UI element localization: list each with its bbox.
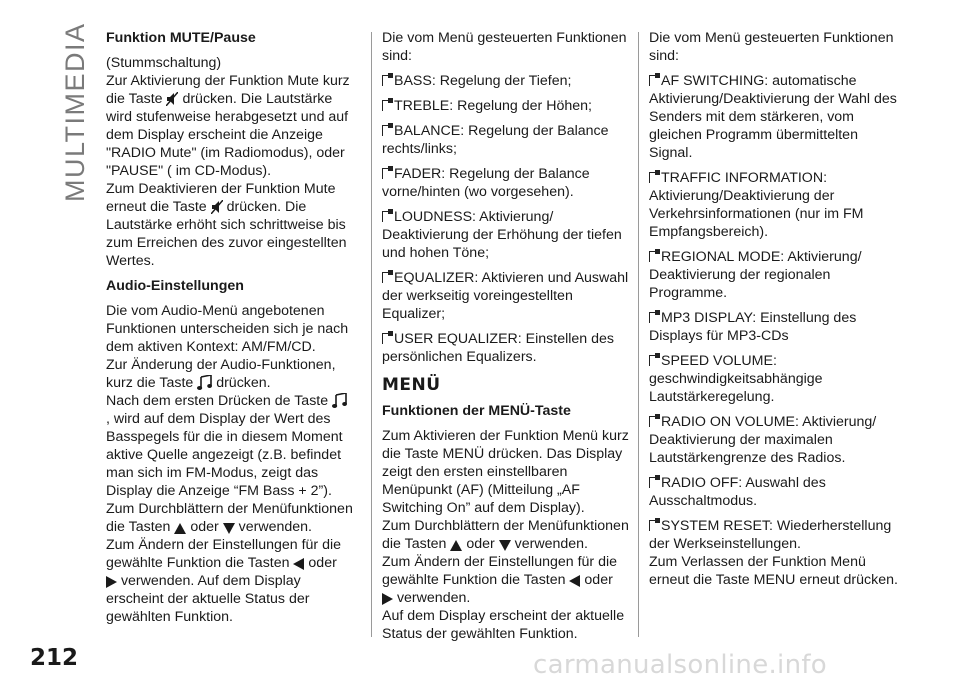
- mute-paragraph-2: Zur Aktivierung der Funktion Mute kurz die Taste drücken. Die Lautstärke wird stufenweise herabgesetzt und auf dem Display erscheint die Anzeige "RADIO Mute" (im Radiomodus), oder "PAUSE" ( im CD-Modus).: [106, 73, 350, 179]
- watermark: carmanualsonline.info: [533, 650, 828, 680]
- menu-functions-intro: Die vom Menü gesteuerten Funktionen sind:: [649, 30, 894, 64]
- menu-exit-paragraph: Zum Verlassen der Funktion Menü erneut die Taste MENU erneut drücken.: [649, 554, 898, 588]
- square-bullet-icon: [649, 75, 657, 86]
- audio-menu-intro: Die vom Menü gesteuerten Funktionen sind:: [382, 30, 627, 64]
- list-item: AF SWITCHING: automatische Aktivierung/Deaktivierung der Wahl des Senders mit dem stärkeren, vom gleichen Programm übermittelten Signal.: [649, 73, 897, 161]
- square-bullet-icon: [649, 520, 657, 531]
- music-note-icon: [197, 375, 212, 390]
- triangle-up-icon: [174, 523, 186, 534]
- triangle-down-icon: [499, 540, 511, 551]
- menu-paragraph-3: Zum Ändern der Einstellungen für die gewählte Funktion die Tasten oder verwenden.: [382, 554, 618, 606]
- mute-speaker-icon: [211, 200, 223, 214]
- list-item: SPEED VOLUME: geschwindigkeitsabhängige Lautstärkeregelung.: [649, 353, 823, 405]
- list-item: USER EQUALIZER: Einstellen des persönlichen Equalizers.: [382, 331, 614, 365]
- list-item: LOUDNESS: Aktivierung/ Deaktivierung der Erhöhung der tiefen und hohen Töne;: [382, 209, 622, 261]
- mute-heading: Funktion MUTE/Pause: [106, 30, 256, 46]
- list-item: FADER: Regelung der Balance vorne/hinten (wo vorgesehen).: [382, 166, 590, 200]
- column-middle: [382, 29, 632, 650]
- list-item: REGIONAL MODE: Aktivierung/ Deaktivierung der regionalen Programme.: [649, 249, 862, 301]
- triangle-right-icon: [106, 576, 117, 588]
- triangle-right-icon: [382, 593, 393, 605]
- menu-heading: MENÜ: [382, 375, 441, 395]
- list-item: BASS: Regelung der Tiefen;: [382, 72, 632, 90]
- section-label-text: MULTIMEDIA: [60, 22, 90, 202]
- square-bullet-icon: [382, 168, 390, 179]
- square-bullet-icon: [649, 251, 657, 262]
- audio-paragraph-3: Nach dem ersten Drücken de Taste , wird auf dem Display der Wert des Basspegels für die in diesem Moment aktive Quelle angezeigt (z.B. befindet man sich im FM-Modus, zeigt das Display die Anzeige “FM Bass + 2”).: [106, 392, 354, 500]
- list-item: MP3 DISPLAY: Einstellung des Displays für MP3-CDs: [649, 310, 857, 344]
- column-divider-2: [638, 32, 639, 637]
- square-bullet-icon: [382, 100, 390, 111]
- audio-paragraph-4: Zum Durchblättern der Menüfunktionen die Tasten oder verwenden.: [106, 501, 353, 535]
- square-bullet-icon: [382, 75, 390, 86]
- list-item: RADIO OFF: Auswahl des Ausschaltmodus.: [649, 475, 826, 509]
- list-item: SYSTEM RESET: Wiederherstellung der Werkseinstellungen.: [649, 518, 892, 552]
- menu-paragraph-1: Zum Aktivieren der Funktion Menü kurz die Taste MENÜ drücken. Das Display zeigt den ersten einstellbaren Menüpunkt (AF) (Mitteilung „AF Switching On” auf dem Display).: [382, 428, 629, 516]
- mute-speaker-icon: [166, 92, 178, 106]
- list-item: TRAFFIC INFORMATION: Aktivierung/Deaktivierung der Verkehrsinformationen (nur im FM Empfangsbereich).: [649, 170, 864, 240]
- menu-subheading: Funktionen der MENÜ-Taste: [382, 403, 571, 419]
- square-bullet-icon: [382, 272, 390, 283]
- list-item: EQUALIZER: Aktivieren und Auswahl der werkseitig voreingestellten Equalizer;: [382, 270, 629, 322]
- column-right: [649, 29, 901, 596]
- square-bullet-icon: [649, 416, 657, 427]
- mute-paragraph-3: Zum Deaktivieren der Funktion Mute erneut die Taste drücken. Die Lautstärke erhöht sich schrittweise bis zum Erreichen des zuvor eingestellten Wertes.: [106, 181, 347, 269]
- triangle-left-icon: [569, 575, 580, 587]
- square-bullet-icon: [649, 355, 657, 366]
- audio-paragraph-5: Zum Ändern der Einstellungen für die gewählte Funktion die Tasten oder verwenden. Auf dem Display erscheint der aktuelle Status der gewählten Funktion.: [106, 537, 342, 625]
- list-item: BALANCE: Regelung der Balance rechts/links;: [382, 123, 609, 157]
- section-side-label: [52, 22, 100, 202]
- menu-paragraph-2: Zum Durchblättern der Menüfunktionen die Tasten oder verwenden.: [382, 518, 629, 552]
- square-bullet-icon: [649, 477, 657, 488]
- square-bullet-icon: [382, 211, 390, 222]
- column-divider-1: [371, 32, 372, 637]
- audio-heading: Audio-Einstellungen: [106, 278, 244, 294]
- audio-paragraph-2: Zur Änderung der Audio-Funktionen, kurz die Taste drücken.: [106, 357, 336, 391]
- square-bullet-icon: [382, 125, 390, 136]
- triangle-down-icon: [223, 523, 235, 534]
- music-note-icon: [332, 393, 347, 408]
- list-item: RADIO ON VOLUME: Aktivierung/ Deaktivierung der maximalen Lautstärkengrenze des Radios.: [649, 414, 877, 466]
- list-item: TREBLE: Regelung der Höhen;: [382, 97, 632, 115]
- triangle-left-icon: [293, 558, 304, 570]
- square-bullet-icon: [382, 333, 390, 344]
- triangle-up-icon: [450, 540, 462, 551]
- page-number: 212: [30, 645, 79, 671]
- mute-paragraph-1: (Stummschaltung): [106, 55, 222, 71]
- square-bullet-icon: [649, 172, 657, 183]
- menu-paragraph-4: Auf dem Display erscheint der aktuelle Status der gewählten Funktion.: [382, 608, 625, 642]
- column-left: [106, 29, 354, 633]
- square-bullet-icon: [649, 312, 657, 323]
- audio-paragraph-1: Die vom Audio-Menü angebotenen Funktionen unterscheiden sich je nach dem aktiven Kontext: AM/FM/CD.: [106, 303, 349, 355]
